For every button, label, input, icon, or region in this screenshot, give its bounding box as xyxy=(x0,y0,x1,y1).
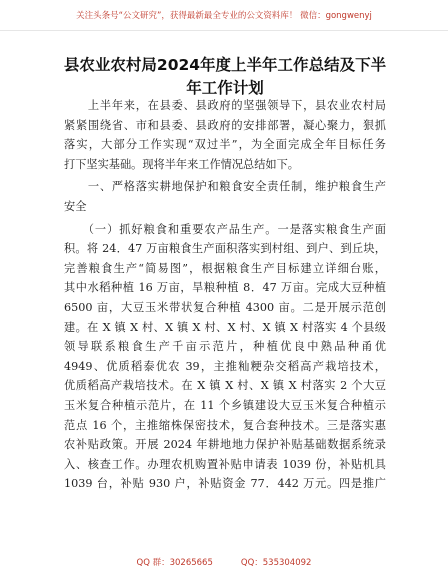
document-title xyxy=(60,54,390,100)
body-line: 上半年来，在县委、县政府的坚强领导下，县农业农村局 xyxy=(64,99,386,112)
body-line: 积。将 24．47 万亩粮食生产面积落实到村组、到户、到丘块， xyxy=(64,242,386,256)
body-line: 1039 台，补贴 930 户，补贴资金 77．442 万元。四是推广 xyxy=(64,477,386,491)
section-heading-line: 安全 xyxy=(64,199,87,213)
footer-qq-group: QQ 群：30265665 xyxy=(136,558,213,568)
body-line: 入、核查工作。办理农机购置补贴申请表 1039 份，补贴机具 xyxy=(64,457,386,471)
body-line: 建。在 X 镇 X 村、X 镇 X 村、X 村、X 镇 X 村落实 4 个县级 xyxy=(64,320,386,334)
body-line: 打下坚实基础。现将半年来工作情况总结如下。 xyxy=(64,157,299,171)
footer xyxy=(0,556,448,576)
body-line: 其中水稻种植 16 万亩，旱粮种植 8．47 万亩。完成大豆种植 xyxy=(64,281,386,295)
body-line: 落实，大部分工作实现“双过半”，为全面完成全年目标任务 xyxy=(64,138,386,152)
body-line: 优质稻高产栽培技术。在 X 镇 X 村、X 镇 X 村落实 2 个大豆 xyxy=(64,379,386,393)
title-line-1: 县农业农村局2024年度上半年工作总结及下半 xyxy=(63,56,387,74)
body-line: 4949、优质稻泰优农 39，主推籼粳杂交稻高产栽培技术， xyxy=(64,359,386,373)
body-line: 完善粮食生产“简易图”，根据粮食生产目标建立详细台账， xyxy=(64,261,386,275)
body-line: 玉米复合种植示范片，在 11 个乡镇建设大豆玉米复合种植示 xyxy=(64,398,386,412)
body-line: 农补贴政策。开展 2024 年耕地地力保护补贴基础数据系统录 xyxy=(64,438,386,452)
body-line: 领导联系粮食生产千亩示范片，种植优良中熟品种甬优 xyxy=(64,340,386,354)
banner-text: 关注头条号“公文研究”，获得最新最全专业的公文资料库！ 微信：gongwenyj xyxy=(76,11,372,21)
document-body xyxy=(64,96,386,494)
body-line: 范点 16 个，主推缩株保密技术，复合套种技术。三是落实惠 xyxy=(64,418,386,432)
body-line: 紧紧围绕省、市和县委、县政府的安排部署，凝心聚力，狠抓 xyxy=(64,118,386,132)
footer-qq: QQ：535304092 xyxy=(240,558,312,568)
body-line: （一）抓好粮食和重要农产品生产。一是落实粮食生产面 xyxy=(64,222,386,236)
title-line-2: 年工作计划 xyxy=(186,79,264,97)
section-heading-line: 一、严格落实耕地保护和粮食安全责任制，维护粮食生产 xyxy=(64,180,386,194)
header-banner xyxy=(0,0,448,31)
body-line: 6500 亩，大豆玉米带状复合种植 4300 亩。二是开展示范创 xyxy=(64,300,386,314)
